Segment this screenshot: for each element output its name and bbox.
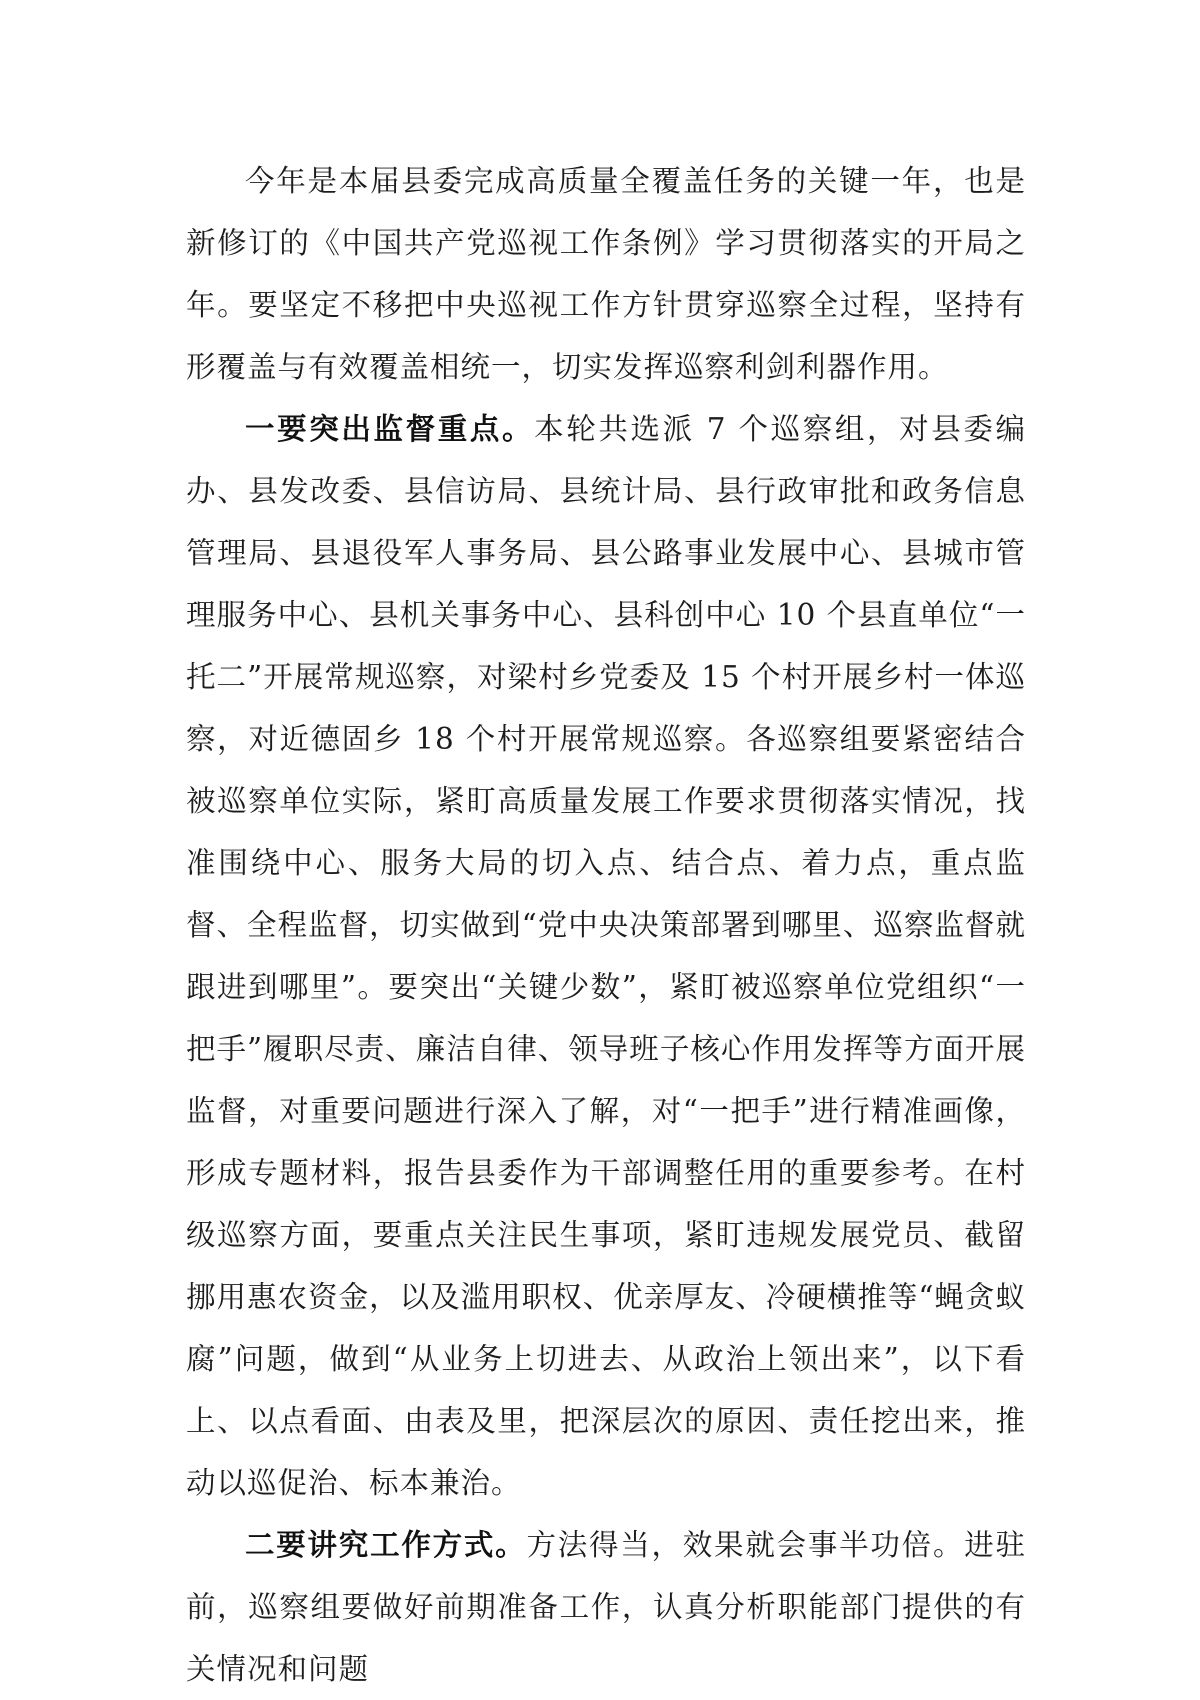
paragraph-text: 今年是本届县委完成高质量全覆盖任务的关键一年，也是新修订的《中国共产党巡视工作条例》学习贯彻落实的开局之年。要坚定不移把中央巡视工作方针贯穿巡察全过程，坚持有形覆盖与有效覆盖相统一，切实发挥巡察利剑利器作用。 — [186, 164, 1026, 384]
paragraph-intro — [186, 150, 1026, 398]
paragraph-work-method — [186, 1514, 1026, 1700]
paragraph-supervision-focus — [186, 398, 1026, 1514]
paragraph-text: 方法得当，效果就会事半功倍。进驻前，巡察组要做好前期准备工作，认真分析职能部门提供的有关情况和问题 — [186, 1528, 1026, 1686]
paragraph-text: 本轮共选派 7 个巡察组，对县委编办、县发改委、县信访局、县统计局、县行政审批和政务信息管理局、县退役军人事务局、县公路事业发展中心、县城市管理服务中心、县机关事务中心、县科创中心 10 个县直单位“一托二”开展常规巡察，对梁村乡党委及 15 个村开展乡村一体巡察，对近德固乡 18 个村开展常规巡察。各巡察组要紧密结合被巡察单位实际，紧盯高质量发展工作要求贯彻落实情况，找准围绕中心、服务大局的切入点、结合点、着力点，重点监督、全程监督，切实做到“党中央决策部署到哪里、巡察监督就跟进到哪里”。要突出“关键少数”，紧盯被巡察单位党组织“一把手”履职尽责、廉洁自律、领导班子核心作用发挥等方面开展监督，对重要问题进行深入了解，对“一把手”进行精准画像，形成专题材料，报告县委作为干部调整任用的重要参考。在村级巡察方面，要重点关注民生事项，紧盯违规发展党员、截留挪用惠农资金，以及滥用职权、优亲厚友、冷硬横推等“蝇贪蚁腐”问题，做到“从业务上切进去、从政治上领出来”，以下看上、以点看面、由表及里，把深层次的原因、责任挖出来，推动以巡促治、标本兼治。 — [186, 412, 1026, 1500]
paragraph-lead: 一要突出监督重点。 — [245, 411, 535, 446]
paragraph-lead: 二要讲究工作方式。 — [245, 1527, 527, 1562]
document-body — [186, 150, 1026, 1700]
